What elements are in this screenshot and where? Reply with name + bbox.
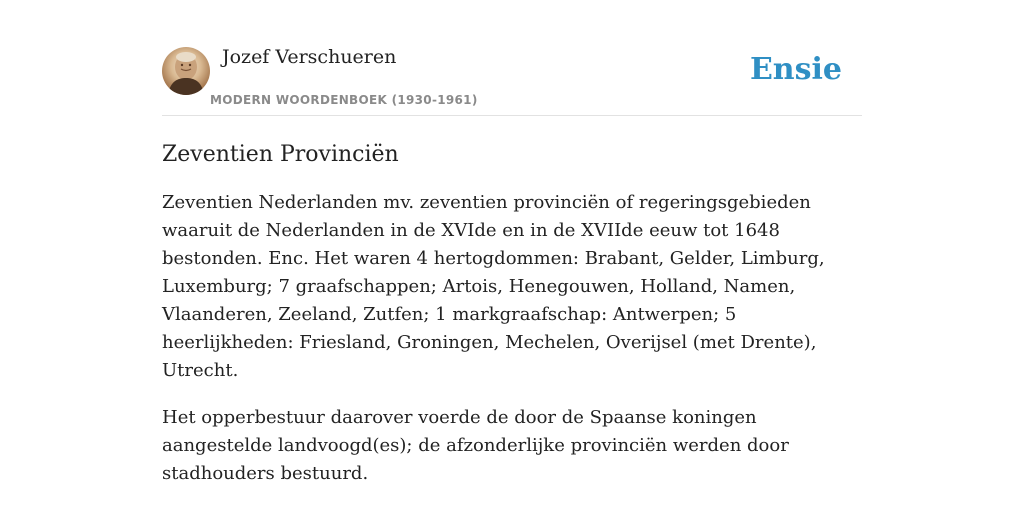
source-dictionary: MODERN WOORDENBOEK (1930-1961) <box>210 93 478 107</box>
entry-paragraph: Zeventien Nederlanden mv. zeventien provinciën of regeringsgebieden waaruit de Nederlanden in de XVIde en in de XVIIde eeuw tot 1648 bestonden. Enc. Het waren 4 hertogdommen: Brabant, Gelder, Limburg, Luxemburg; 7 graafschappen; Artois, Henegouwen, Holland, Namen, Vlaanderen, Zeeland, Zutfen; 1 markgraafschap: Antwerpen; 5 heerlijkheden: Friesland, Groningen, Mechelen, Overijsel (met Drente), Utrecht. <box>162 192 825 381</box>
entry-paragraph: Het opperbestuur daarover voerde de door de Spaanse koningen aangestelde landvoogd(es); de afzonderlijke provinciën werden door stadhouders bestuurd. <box>162 407 789 484</box>
entry-title: Zeventien Provinciën <box>162 142 399 167</box>
portrait-photo-icon <box>162 47 210 95</box>
author-name[interactable]: Jozef Verschueren <box>222 46 397 68</box>
entry-header <box>162 44 862 116</box>
author-avatar[interactable] <box>162 47 210 95</box>
entry-card <box>162 44 862 488</box>
ensie-logo[interactable]: Ensie <box>749 52 842 87</box>
